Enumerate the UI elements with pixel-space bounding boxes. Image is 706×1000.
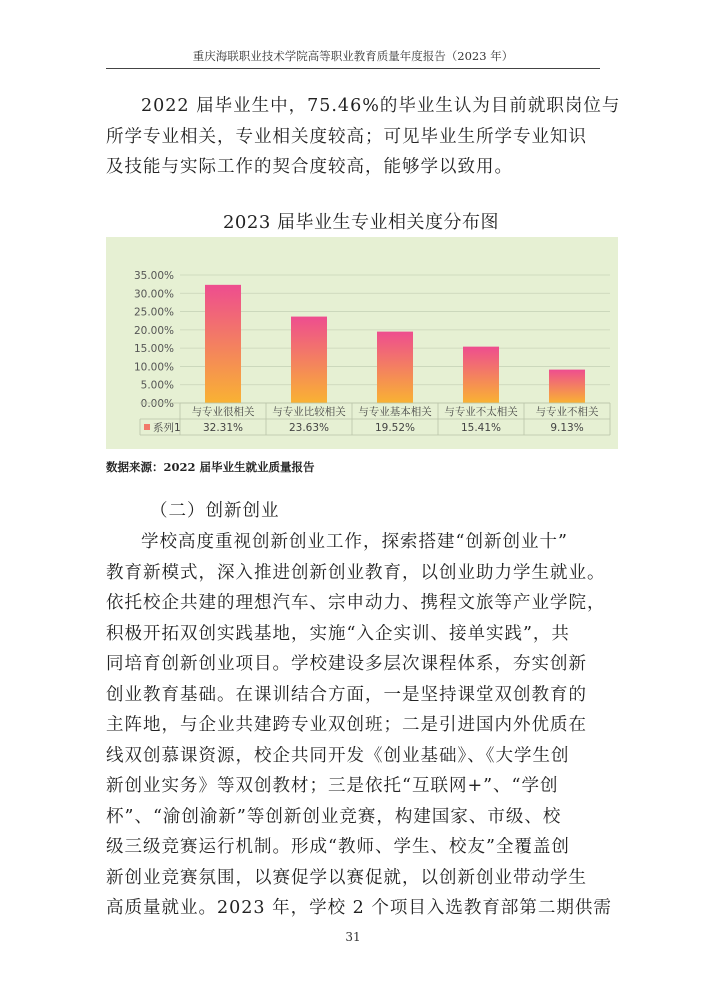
bar: [291, 317, 327, 403]
body-line: 依托校企共建的理想汽车、宗申动力、携程文旅等产业学院，: [106, 593, 606, 613]
y-tick-label: 10.00%: [133, 361, 174, 374]
body-line: 线双创慕课资源，校企共同开发《创业基础》、《大学生创: [106, 745, 570, 766]
legend-swatch: [144, 424, 150, 430]
chart-area: [106, 237, 618, 449]
body-line: 同培育创新创业项目。学校建设多层次课程体系，夯实创新: [106, 654, 587, 674]
legend-label: 系列1: [153, 422, 181, 434]
body-line: 高质量就业。2023 年，学校 2 个项目入选教育部第二期供需: [106, 898, 612, 918]
bar: [205, 285, 241, 403]
page-number: 31: [345, 930, 361, 944]
intro-line: 所学专业相关，专业相关度较高；可见毕业生所学专业知识: [106, 126, 587, 147]
chart-title: 2023 届毕业生专业相关度分布图: [222, 212, 500, 233]
y-tick-label: 15.00%: [133, 343, 174, 356]
y-tick-label: 20.00%: [133, 324, 174, 337]
body-line: 杯”、“渝创渝新”等创新创业竞赛，构建国家、市级、校: [106, 806, 562, 827]
section-heading: （二）创新创业: [150, 501, 280, 521]
intro-line: 及技能与实际工作的契合度较高，能够学以致用。: [106, 157, 513, 177]
data-label: 9.13%: [550, 422, 584, 434]
body-line: 新创业实务》等双创教材；三是依托“互联网+”、“学创: [106, 776, 559, 796]
y-tick-label: 0.00%: [140, 398, 174, 410]
header-rule: [106, 68, 600, 69]
body-line: 创业教育基础。在课训结合方面，一是坚持课堂双创教育的: [106, 684, 587, 705]
bar: [377, 332, 413, 403]
y-tick-label: 35.00%: [133, 270, 174, 282]
body-line: 积极开拓双创实践基地，实施“入企实训、接单实践”，共: [106, 623, 570, 644]
bar-chart: [106, 237, 618, 449]
bar: [549, 370, 585, 403]
category-label: 与专业比较相关: [272, 406, 346, 418]
data-label: 32.31%: [202, 422, 244, 434]
data-label: 19.52%: [374, 422, 416, 434]
body-line: 主阵地，与企业共建跨专业双创班；二是引进国内外优质在: [106, 715, 587, 735]
y-tick-label: 25.00%: [133, 306, 174, 319]
category-label: 与专业不太相关: [444, 406, 518, 418]
category-label: 与专业基本相关: [358, 406, 432, 418]
category-label: 与专业不相关: [535, 406, 599, 418]
y-tick-label: 5.00%: [140, 379, 174, 392]
body-line: 级三级竞赛运行机制。形成“教师、学生、校友”全覆盖创: [106, 837, 570, 857]
body-paragraph: [106, 527, 612, 924]
category-label: 与专业很相关: [191, 406, 255, 418]
bar: [463, 347, 499, 403]
intro-paragraph: [106, 91, 621, 183]
intro-line: 2022 届毕业生中，75.46%的毕业生认为目前就职岗位与: [141, 96, 621, 116]
body-line: 教育新模式，深入推进创新创业教育，以创业助力学生就业。: [106, 562, 606, 583]
data-label: 23.63%: [288, 422, 330, 434]
body-line: 新创业竞赛氛围，以赛促学以赛促就，以创新创业带动学生: [106, 867, 587, 888]
report-header: 重庆海联职业技术学院高等职业教育质量年度报告（2023 年）: [192, 49, 514, 63]
y-tick-label: 30.00%: [133, 288, 174, 301]
data-source-note: 数据来源：2022 届毕业生就业质量报告: [106, 460, 315, 474]
body-line: 学校高度重视创新创业工作，探索搭建“创新创业十”: [141, 532, 568, 552]
data-label: 15.41%: [460, 422, 502, 434]
